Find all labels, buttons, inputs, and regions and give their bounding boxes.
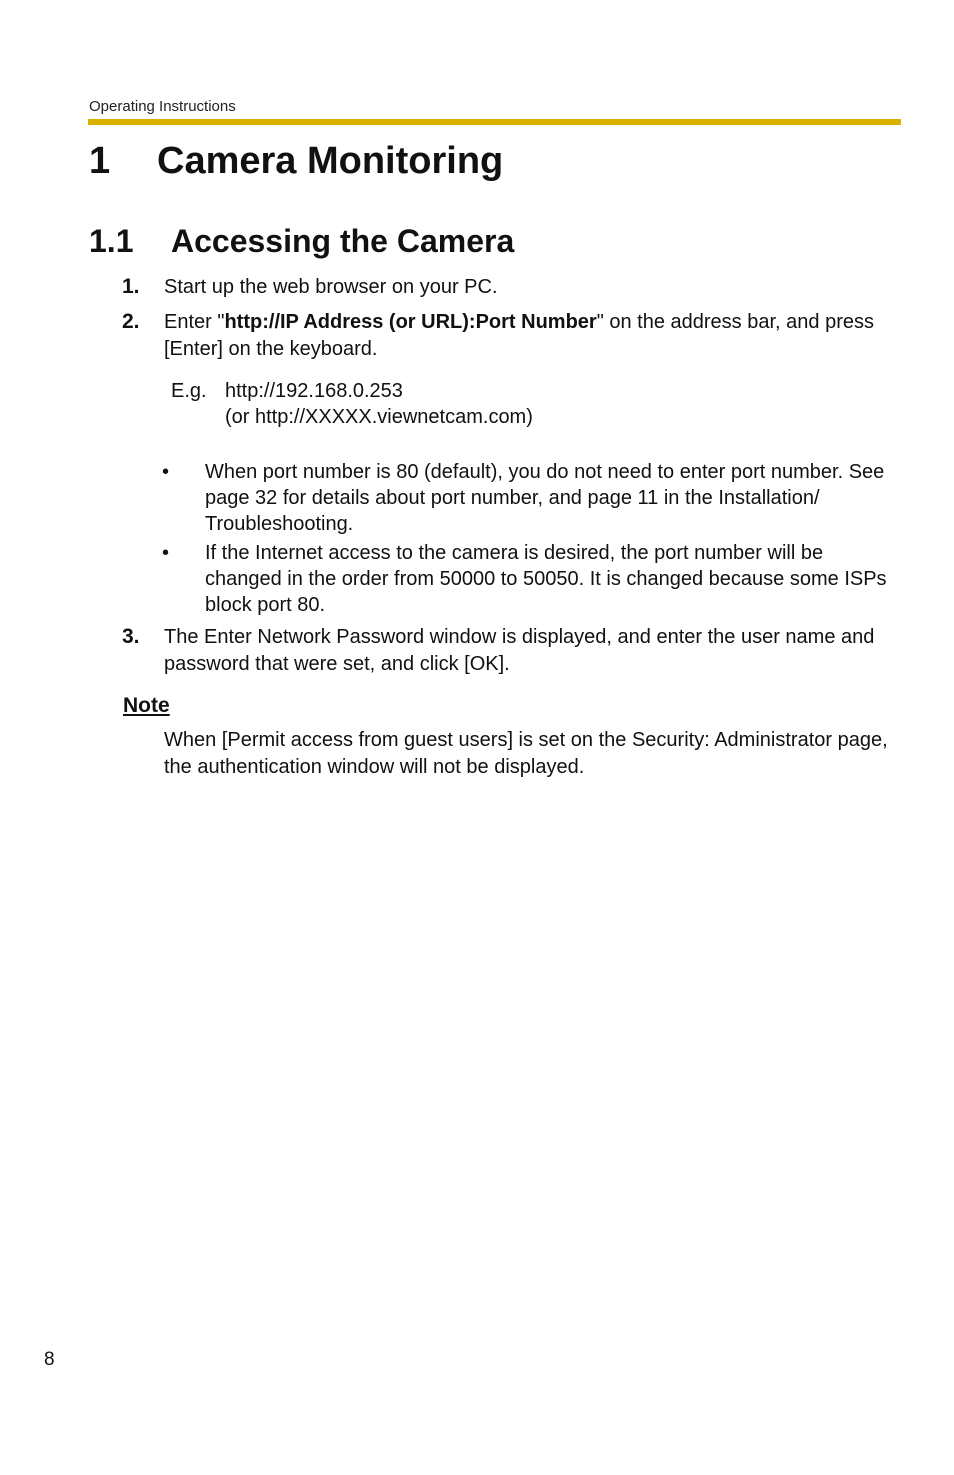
bullet-1-symbol: • (162, 461, 170, 483)
running-header: Operating Instructions (89, 98, 236, 115)
section-title-text: Accessing the Camera (171, 223, 515, 259)
example-alt-url: (or http://XXXXX.viewnetcam.com) (225, 406, 533, 428)
step-1-text: Start up the web browser on your PC. (164, 276, 498, 298)
example-url: http://192.168.0.253 (225, 380, 403, 402)
bullet-2-text: If the Internet access to the camera is desired, the port number will be changed in the order from 50000 to 50050. It is changed because some ISPs block port 80. (205, 542, 887, 616)
step-1-number: 1. (122, 275, 140, 298)
step-2-number: 2. (122, 310, 140, 333)
example-label: E.g. (171, 380, 207, 402)
header-rule (88, 119, 901, 125)
step-3-text: The Enter Network Password window is displayed, and enter the user name and password that were set, and click [OK]. (164, 626, 875, 675)
note-heading: Note (123, 694, 170, 717)
chapter-title-text: Camera Monitoring (157, 140, 504, 182)
bullet-1-text: When port number is 80 (default), you do not need to enter port number. See page 32 for details about port number, and page 11 in the Installation/ Troubleshooting. (205, 461, 885, 535)
step-2-text-before: Enter " (164, 311, 225, 333)
step-2-url-format: http://IP Address (or URL):Port Number (224, 311, 597, 333)
step-3-number: 3. (122, 625, 140, 648)
page-number: 8 (44, 1349, 55, 1370)
section-number: 1.1 (89, 223, 134, 259)
step-2-text (164, 309, 899, 363)
chapter-title (89, 140, 503, 183)
note-text: When [Permit access from guest users] is set on the Security: Administrator page, the authentication window will not be displayed. (164, 729, 888, 778)
example-block (225, 378, 533, 430)
chapter-number: 1 (89, 140, 111, 182)
bullet-2-symbol: • (162, 542, 170, 564)
step-2-text-after: " on the address bar, and press [Enter] on the keyboard. (164, 311, 874, 360)
section-title (89, 223, 514, 260)
